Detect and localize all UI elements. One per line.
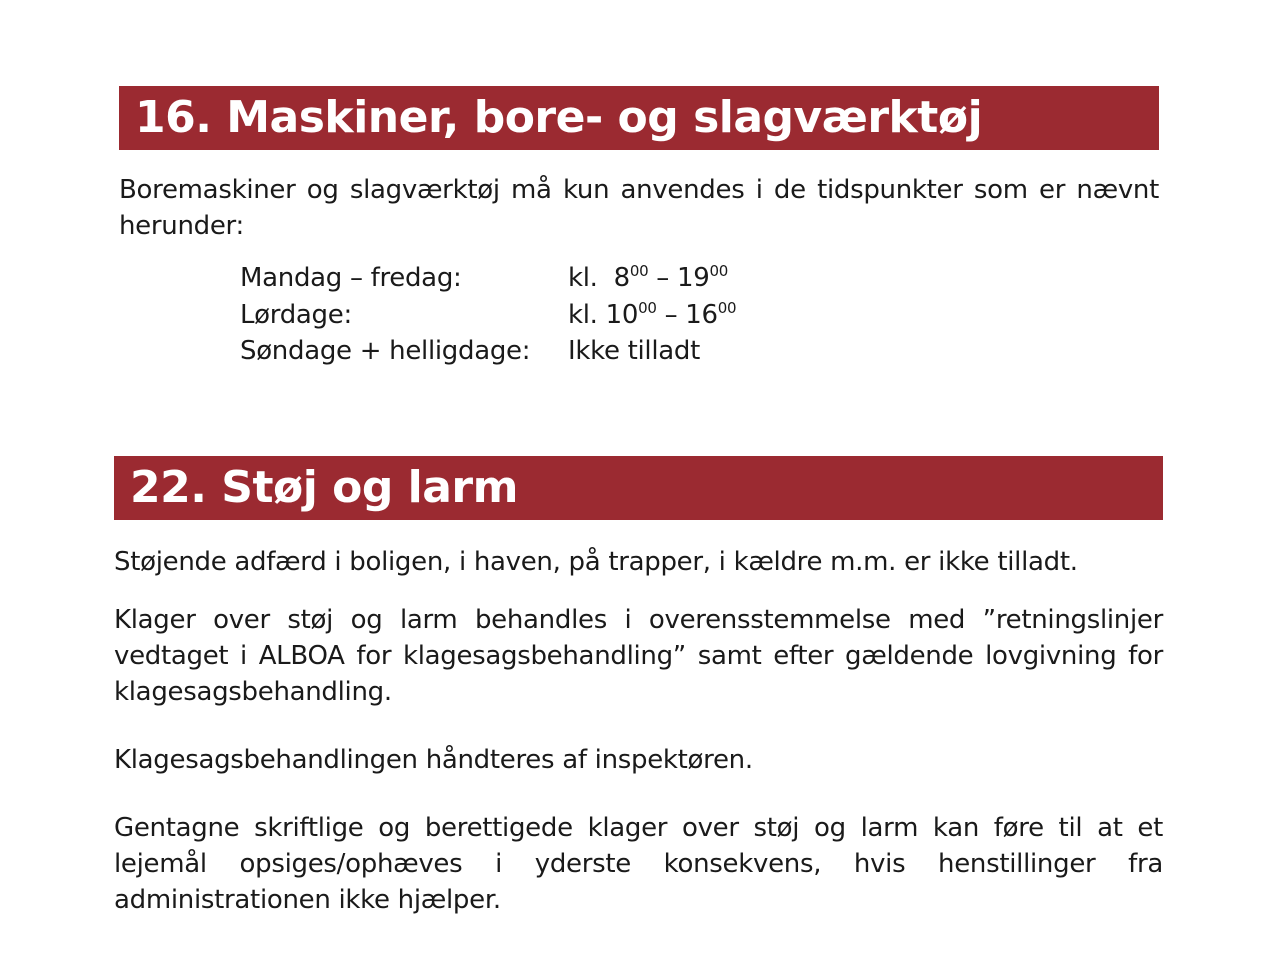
schedule-day-label: Lørdage: bbox=[240, 299, 352, 330]
schedule-row-weekdays bbox=[240, 260, 736, 297]
section-16-heading: 16. Maskiner, bore- og slagværktøj bbox=[119, 86, 1159, 150]
section-22-paragraph: Gentagne skriftlige og berettigede klager over støj og larm kan føre til at et lejemål opsiges/ophæves i yderste konsekvens, hvis henstillinger fra administrationen ikke hjælper. bbox=[114, 813, 1163, 915]
section-22-paragraph: Klager over støj og larm behandles i overensstemmelse med ”retningslinjer vedtaget i ALBOA for klagesagsbehandling” samt efter gældende lovgivning for klagesagsbehandling. bbox=[114, 605, 1163, 707]
schedule-time: Ikke tilladt bbox=[568, 336, 701, 366]
section-22-paragraph: Klagesagsbehandlingen håndteres af inspektøren. bbox=[114, 745, 753, 775]
schedule-row-saturday bbox=[240, 297, 736, 334]
schedule-row-sunday-holidays bbox=[240, 333, 736, 370]
schedule-time: kl. $10^{00} - 16^{00}$ bbox=[568, 298, 737, 330]
schedule-table bbox=[240, 260, 736, 370]
section-22-paragraph: Støjende adfærd i boligen, i haven, på trapper, i kældre m.m. er ikke tilladt. bbox=[114, 547, 1078, 577]
schedule-day-label: Mandag – fredag: bbox=[240, 263, 462, 293]
section-22-heading: 22. Støj og larm bbox=[114, 456, 1163, 520]
schedule-day-label: Søndage + helligdage: bbox=[240, 336, 531, 366]
schedule-time: kl. $8^{00} - 19^{00}$ bbox=[568, 262, 728, 293]
section-16-intro: Boremaskiner og slagværktøj må kun anvendes i de tidspunkter som er nævnt herunder: bbox=[119, 175, 1159, 241]
